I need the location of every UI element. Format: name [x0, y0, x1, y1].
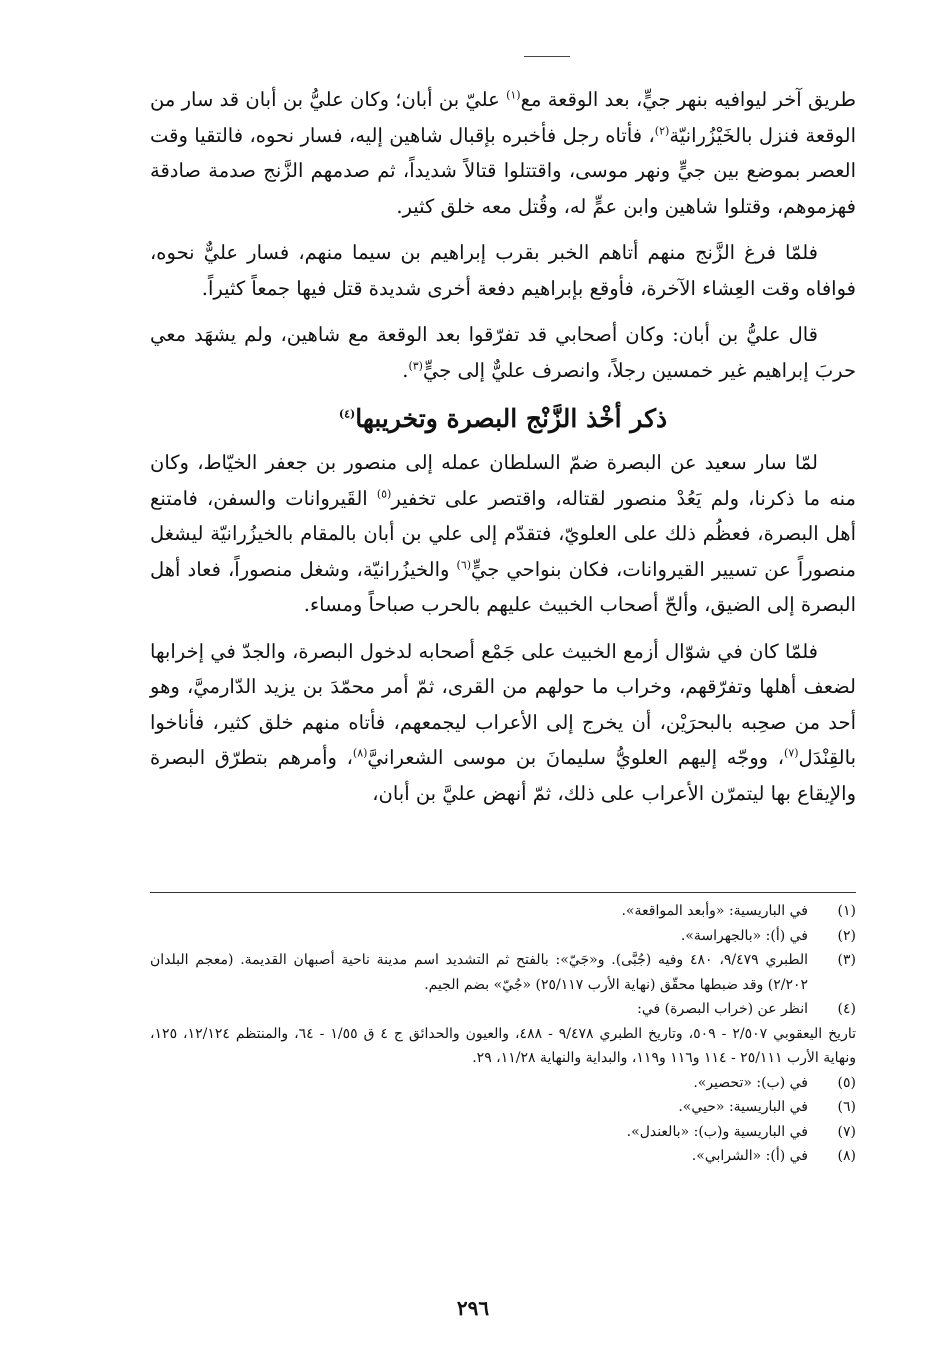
paragraph-4: [150, 445, 856, 623]
footnotes: [150, 899, 856, 1169]
paragraph-2: فلمّا فرغ الزَّنج منهم أتاهم الخبر بقرب إبراهيم بن سيما منهم، فسار عليٌّ نحوه، فوافاه وقت العِشاء الآخرة، فأوقع بإبراهيم دفعة أخرى شديدة قتل فيها جمعاً كثيراً.: [150, 241, 856, 300]
footnote-number: (٦): [837, 1099, 856, 1115]
footnote-ref-6: (٦): [456, 558, 472, 571]
footnote-ref-8: (٨): [352, 746, 368, 760]
footnote-text: في الباريسية و(ب): «بالعندل».: [626, 1123, 808, 1140]
paragraph-1: [150, 82, 856, 224]
section-heading: [150, 399, 856, 439]
paragraph-5-part-a: فلمّا كان في شوّال أزمع الخبيث على جَمْع أصحابه لدخول البصرة، والجدّ في إخرابها لضعف أهلها وتفرّقهم، وخراب ما حولهم من القرى، ثمّ أمر محمّدَ بن يزيد الدّارميَّ، وهو أحد من صحِبه بالبحرَيْن، أن يخرج إلى الأعراب ليجمعهم، فأتاه منهم خلق كثير، فأناخوا بالقِنْدَل: [150, 639, 856, 769]
footnote-8: [150, 1144, 856, 1169]
top-divider: [524, 56, 570, 57]
paragraph-3-part-a: قال عليُّ بن أبان: وكان أصحابي قد تفرّقوا بعد الوقعة مع شاهين، ولم يشهَد معي حربَ إبراهيم غير خمسين رجلاً، وانصرف عليٌّ إلى جيٍّ: [150, 323, 856, 382]
footnote-1: [150, 899, 856, 924]
footnote-4-continuation: تاريخ اليعقوبي ٢/٥٠٧ - ٥٠٩، وتاريخ الطبري ٩/٤٧٨ - ٤٨٨، والعيون والحدائق ج ٤ ق ١/٥٥ - ٦٤، والمنتظم ١٢/١٢٤، ١٢٥، ونهاية الأرب ٢٥/١١١ - ١١٤ و١١٦ و١١٩، والبداية والنهاية ١١/٢٨، ٢٩.: [150, 1025, 856, 1066]
footnote-ref-2: (٢): [654, 124, 670, 137]
footnote-text: في الباريسية: «حيي».: [678, 1099, 808, 1115]
paragraph-1-part-a: طريق آخر ليوافيه بنهر جيٍّ، بعد الوقعة مع: [520, 88, 856, 111]
page-number: ٢٩٦: [456, 1296, 490, 1320]
paragraph-5: [150, 634, 856, 812]
footnote-ref-1: (١): [506, 88, 521, 102]
paragraph-5-part-c: ، وأمرهم بتطرّق البصرة والإيقاع بها ليتمرّن الأعراب على ذلك، ثمّ أنهض عليَّ بن أبان،: [150, 746, 856, 805]
footnote-text: الطبري ٩/٤٧٩، ٤٨٠ وفيه (جُبَّى). و«جَيّ»: بالفتح ثم التشديد اسم مدينة ناحية أصبهان القديمة. (معجم البلدان ٢/٢٠٢) وقد ضبطها محقّق (نهاية الأرب ٢٥/١١٧) «جُيّ» بضم الجيم.: [150, 952, 809, 993]
paragraph-5-part-b: ، ووجّه إليهم العلويُّ سليمانَ بن موسى الشعرانيَّ: [367, 746, 785, 769]
footnote-text: انظر عن (خراب البصرة) في:: [637, 1001, 808, 1017]
footnote-ref-3: (٣): [408, 359, 423, 372]
footnote-number: (٥): [837, 1074, 856, 1091]
footnote-text: في (أ): «بالجهراسة».: [680, 927, 808, 944]
footnote-number: (٢): [837, 927, 856, 944]
paragraph-1-part-b: عليّ بن أبان؛ وكان عليُّ بن أبان قد سار من الوقعة فنزل بالخَيْزُرانيّة: [150, 88, 856, 147]
footnote-text: في الباريسية: «وأبعد المواقعة».: [621, 903, 808, 919]
paragraph-3-part-b: .: [402, 358, 409, 382]
paragraph-4-part-c: والخيزُرانيّة، وشغل منصوراً، فعاد أهل البصرة إلى الضيق، وألحّ أصحاب الخبيث عليهم بالحرب صباحاً ومساء.: [150, 557, 856, 616]
footnote-text: في (أ): «الشرابي».: [691, 1148, 808, 1164]
paragraph-4-part-b: القَيروانات والسفن، فامتنع أهل البصرة، فعظُم ذلك على العلويّ، فتقدّم إلى علي بن أبان بالمقام بالخيزُرانيّة ليشغل منصوراً عن تسيير القيروانات، فكان بنواحي جيٍّ: [150, 486, 856, 581]
paragraph-1-part-c: ، فأتاه رجل فأخبره بإقبال شاهين إليه، فسار نحوه، فالتقيا وقت العصر بموضع بين جيٍّ ونهر موسى، واقتتلوا قتالاً شديداً، ثم صدمهم الزَّنج صدمة صادقة فهزموهم، وقتلوا شاهين وابن عمٍّ له، وقُتل معه خلق كثير.: [150, 123, 856, 218]
footnote-number: (٧): [837, 1123, 856, 1140]
footnote-number: (٣): [837, 952, 856, 968]
paragraph-4-part-a: لمّا سار سعيد عن البصرة ضمّ السلطان عمله إلى منصور بن جعفر الخيّاط، وكان منه ما ذكرنا، ولم يَعُدْ منصور لقتاله، واقتصر على تخفير: [150, 451, 856, 510]
section-heading-text: ذكر أخْذ الزَّنْج البصرة وتخريبها: [355, 404, 668, 433]
footnote-6: [150, 1095, 856, 1120]
footnote-ref-5: (٥): [376, 487, 392, 500]
footnote-number: (٨): [837, 1148, 856, 1164]
paragraph-3: [150, 317, 856, 388]
footnote-ref-4: (٤): [338, 407, 356, 421]
footnote-number: (٤): [837, 1001, 856, 1017]
footnote-4: [150, 997, 856, 1022]
main-text: [150, 82, 856, 822]
footnote-divider: [150, 892, 856, 893]
footnote-3: [150, 948, 856, 997]
footnote-number: (١): [837, 903, 856, 919]
footnote-5: [150, 1071, 856, 1096]
footnote-ref-7: (٧): [784, 746, 799, 760]
footnote-2: [150, 924, 856, 949]
footnote-7: [150, 1120, 856, 1145]
footnote-text: في (ب): «تحصير».: [693, 1074, 808, 1091]
